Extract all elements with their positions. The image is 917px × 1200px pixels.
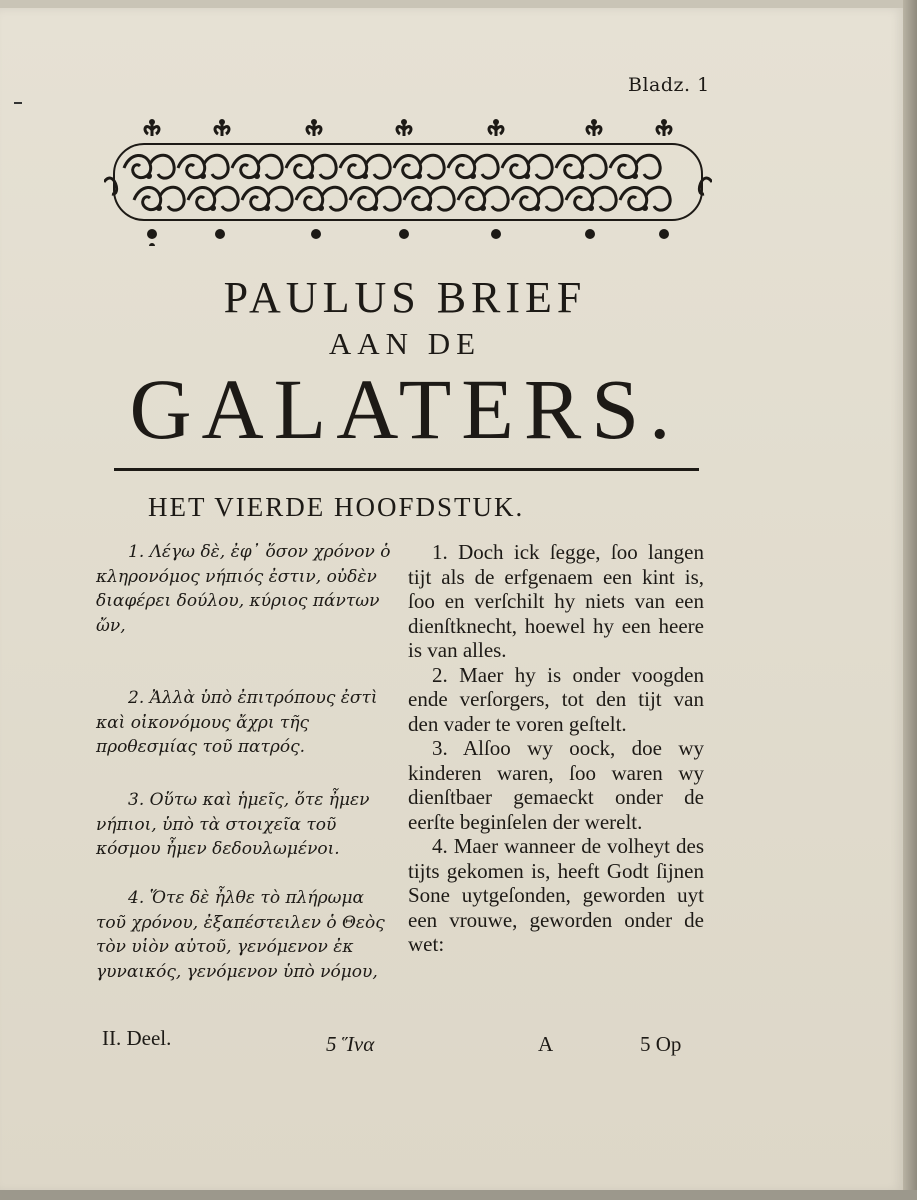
greek-verse-4: 4. Ὅτε δὲ ἦλθε τὸ πλήρωμα τοῦ χρόνου, ἐξαπέστειλεν ὁ Θεὸς τὸν υἱὸν αὐτοῦ, γενόμενον ἐκ γυναικός, γενόμενον ὑπὸ νόμου, <box>96 888 385 982</box>
greek-catchword: 5 Ἵνα <box>326 1032 375 1056</box>
greek-verse-1: 1. Λέγω δὲ, ἐφ᾽ ὅσον χρόνον ὁ κληρονόμος νήπιός ἐστιν, οὐδὲν διαφέρει δούλου, κύριος πάντων ὤν, <box>96 542 391 636</box>
greek-verse-3: 3. Οὕτω καὶ ἡμεῖς, ὅτε ἦμεν νήπιοι, ὑπὸ τὰ στοιχεῖα τοῦ κόσμου ἦμεν δεδουλωμένοι. <box>96 790 370 859</box>
dutch-catchword: 5 Op <box>640 1032 682 1056</box>
page-edge <box>903 0 917 1200</box>
chapter-heading: HET VIERDE HOOFDSTUK. <box>148 492 525 522</box>
dutch-verse-3: 3. Alſoo wy oock, doe wy kinderen waren, ſoo waren wy dienſtbaer gemaeckt onder de eerſte beginſelen der werelt. <box>408 736 704 834</box>
decorative-headpiece-ornament <box>104 118 712 246</box>
title-line-3: GALATERS. <box>129 361 681 457</box>
margin-mark <box>14 102 22 104</box>
dutch-text-column <box>408 540 704 957</box>
page-bottom-edge <box>0 1190 917 1200</box>
signature-mark: A <box>538 1032 554 1056</box>
dutch-verse-4: 4. Maer wanneer de volheyt des tijts gekomen is, heeft Godt ſijnen Sone uytgeſonden, geworden uyt een vrouwe, geworden onder de wet: <box>408 834 704 956</box>
running-head: Bladz. 1 <box>628 74 710 96</box>
volume-label: II. Deel. <box>102 1026 172 1050</box>
title-line-1: PAULUS BRIEF <box>223 273 587 322</box>
greek-verse-2: 2. Ἀλλὰ ὑπὸ ἐπιτρόπους ἐστὶ καὶ οἰκονόμους ἄχρι τῆς προθεσμίας τοῦ πατρός. <box>96 688 378 757</box>
horizontal-rule <box>114 468 699 471</box>
title-line-2: AAN DE <box>328 326 482 361</box>
dutch-verse-2: 2. Maer hy is onder voogden ende verſorgers, tot den tijt van den vader te voren geſtelt. <box>408 662 704 736</box>
dutch-verse-1: 1. Doch ick ſegge, ſoo langen tijt als de erfgenaem een kint is, ſoo en verſchilt hy niets van een dienſtknecht, hoewel hy een heere is van alles. <box>408 540 704 662</box>
